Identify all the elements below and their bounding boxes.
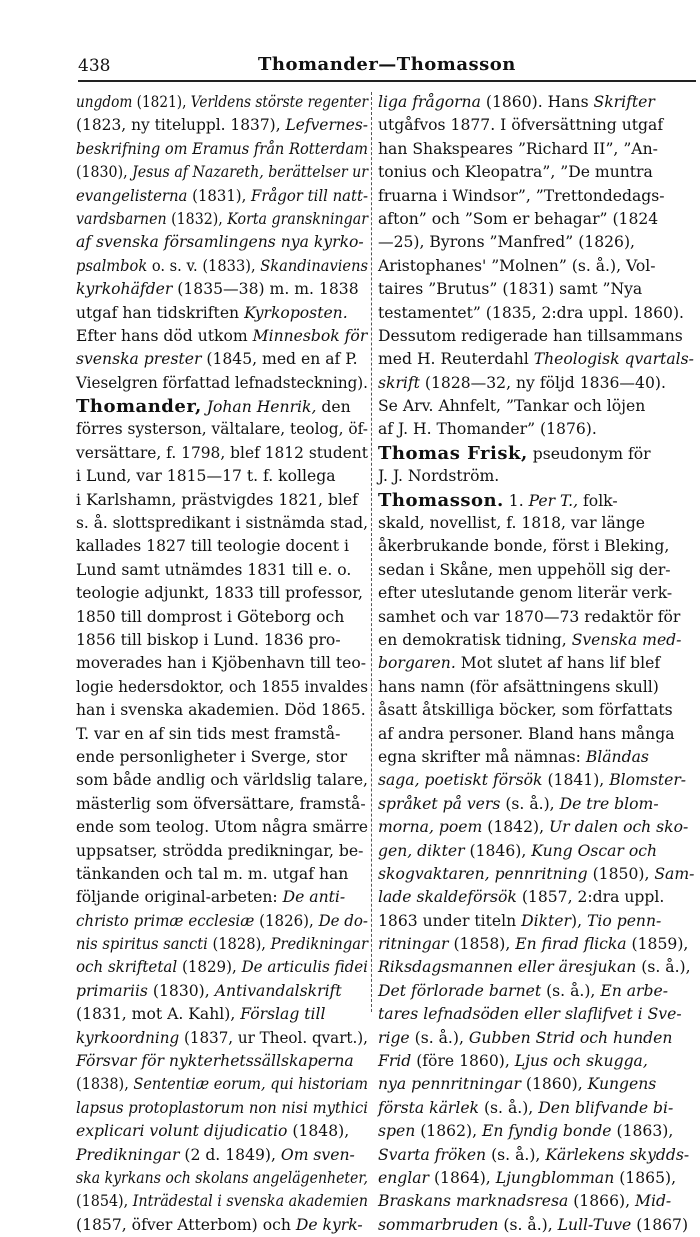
text-line <box>76 512 368 535</box>
text-run: skald, novellist, f. 1818, var länge <box>378 514 646 533</box>
text-run: taires ”Brutus” (1831) samt ”Nya <box>378 280 643 299</box>
text-run: (1830), <box>76 163 133 182</box>
text-line <box>76 1190 368 1213</box>
text-run: (1837, ur Theol. qvart.), <box>179 1028 369 1047</box>
text-line <box>76 325 368 348</box>
italic-title: Lefvernes- <box>285 116 369 135</box>
text-run: hans namn (för afsättningens skull) <box>378 677 659 696</box>
text-line <box>76 395 368 418</box>
text-line <box>76 114 368 137</box>
text-run: (1867) <box>631 1215 689 1234</box>
italic-title: evangelisterna <box>76 186 188 205</box>
italic-title: Gubben Strid och hunden <box>468 1028 673 1047</box>
text-run: utgaf han tidskriften <box>76 303 245 322</box>
text-line <box>378 325 696 348</box>
italic-title: Predikningar <box>76 1145 180 1164</box>
text-line <box>76 1050 368 1073</box>
text-run: afton” och ”Som er behagar” (1824 <box>378 209 659 228</box>
text-line <box>76 840 368 863</box>
italic-title: christo primæ ecclesiæ <box>76 911 255 930</box>
text-line <box>76 606 368 629</box>
italic-title: De articulis fidei <box>241 958 369 977</box>
text-line <box>76 208 368 231</box>
italic-title: Blomster- <box>609 771 687 790</box>
text-run: förres systerson, vältalare, teolog, öf- <box>76 420 369 439</box>
italic-title: Mid- <box>635 1192 672 1211</box>
italic-title: Kyrkoposten. <box>244 303 348 322</box>
text-run: åsatt åtskilliga böcker, som författats <box>378 701 673 720</box>
entry-headword: Thomas Frisk, <box>378 442 528 464</box>
text-line <box>378 302 696 325</box>
text-line <box>76 418 368 441</box>
text-line <box>378 1027 696 1050</box>
italic-title: ska kyrkans och skolans angelägenheter, <box>76 1168 368 1187</box>
text-line <box>76 348 368 371</box>
text-line <box>76 793 368 816</box>
italic-title: De tre blom- <box>559 794 659 813</box>
italic-title: ritningar <box>378 935 449 954</box>
italic-title: Kung Oscar och <box>531 841 658 860</box>
italic-title: De anti- <box>282 888 346 907</box>
text-line <box>378 956 696 979</box>
text-line <box>76 302 368 325</box>
text-line <box>378 114 696 137</box>
text-run: testamentet” (1835, 2:dra uppl. 1860). <box>378 303 684 322</box>
text-line <box>378 793 696 816</box>
text-run: (1845, med en af P. <box>201 350 358 369</box>
text-line <box>378 465 696 488</box>
text-line <box>378 348 696 371</box>
text-run: (1841), <box>542 771 610 790</box>
text-run: Se Arv. Ahnfelt, ”Tankar och löjen <box>378 397 646 416</box>
text-run: (1828—32, ny följd 1836—40). <box>419 373 666 392</box>
text-run: (1831, mot A. Kahl), <box>76 1005 241 1024</box>
text-line <box>378 863 696 886</box>
text-run: (1858), <box>448 935 516 954</box>
italic-title: primariis <box>76 981 148 1000</box>
italic-title: Bländas <box>585 747 649 766</box>
italic-title: beskrifning om Eramus från Rotterdam <box>76 139 369 158</box>
italic-title: af svenska församlingens nya kyrko- <box>76 233 364 252</box>
text-line <box>76 255 368 278</box>
italic-title: Försvar för nykterhetssällskaperna <box>76 1052 354 1071</box>
text-run: (1823, ny titeluppl. 1837), <box>76 116 286 135</box>
italic-title: första kärlek <box>378 1098 480 1117</box>
running-title: Thomander—Thomasson <box>258 54 516 75</box>
text-line <box>76 278 368 301</box>
text-run: han Shakspeares ”Richard II”, ”An- <box>378 139 658 158</box>
italic-title: Svarta fröken <box>378 1145 487 1164</box>
text-run: (1831), <box>187 186 252 205</box>
text-run: logie hedersdoktor, och 1855 invaldes <box>76 677 369 696</box>
text-line <box>378 769 696 792</box>
text-line <box>76 1167 368 1190</box>
text-run: i Karlshamn, prästvigdes 1821, blef <box>76 490 358 509</box>
italic-title: Lull-Tuve <box>557 1215 632 1234</box>
italic-title: Jesus af Nazareth, berättelser ur <box>132 163 368 182</box>
text-run: (före 1860), <box>411 1052 515 1071</box>
text-line <box>76 1144 368 1167</box>
italic-title: Svenska med- <box>571 630 682 649</box>
italic-title: Braskans marknadsresa <box>378 1192 569 1211</box>
text-run: Dessutom redigerade han tillsammans <box>378 326 683 345</box>
text-run: (1848), <box>287 1122 350 1141</box>
text-run: (1826), <box>254 911 319 930</box>
text-run: (1865), <box>614 1168 677 1187</box>
italic-title: englar <box>378 1168 429 1187</box>
text-line <box>378 886 696 909</box>
italic-title: borgaren. <box>378 654 456 673</box>
text-run: 1863 under titeln <box>378 911 522 930</box>
text-run: som både andlig och världslig talare, <box>76 771 368 790</box>
italic-title: Antivandalskrift <box>214 981 342 1000</box>
text-run: han i svenska akademien. Död 1865. <box>76 701 366 720</box>
italic-title: Predikningar <box>270 935 369 954</box>
text-run: (1821), <box>132 93 191 111</box>
text-run: (1854), <box>76 1192 133 1211</box>
text-run: (1859), <box>626 935 689 954</box>
text-line <box>378 629 696 652</box>
text-line <box>378 676 696 699</box>
italic-title: tares lefnadsöden eller slaflifvet i Sve- <box>378 1005 682 1024</box>
italic-title: Korta granskningar <box>227 209 368 228</box>
italic-title: Tio penn- <box>586 911 662 930</box>
text-run: (s. å.), <box>500 794 560 813</box>
text-line <box>378 559 696 582</box>
italic-title: och skriftetal <box>76 958 178 977</box>
text-line <box>76 91 368 114</box>
italic-title: Ljus och skugga, <box>514 1052 648 1071</box>
text-run: Efter hans död utkom <box>76 326 253 345</box>
text-line <box>378 161 696 184</box>
entry-headword: Thomasson. <box>378 489 504 511</box>
text-run: (1830), <box>147 981 215 1000</box>
text-line <box>378 512 696 535</box>
italic-title: Frågor till natt- <box>251 186 369 205</box>
text-run: o. s. v. (1833), <box>147 256 261 275</box>
text-run: sedan i Skåne, men uppehöll sig der- <box>378 560 671 579</box>
text-line <box>378 1167 696 1190</box>
italic-title: morna, poem <box>378 818 483 837</box>
text-line <box>378 980 696 1003</box>
italic-title: Skandinaviens <box>260 256 369 275</box>
italic-title: skogvaktaren, pennritning <box>378 864 588 883</box>
text-run: s. å. slottspredikant i sistnämda stad, <box>76 514 369 533</box>
text-line <box>76 1097 368 1120</box>
italic-title: ungdom <box>76 93 133 111</box>
text-line <box>378 442 696 465</box>
text-run: (1866), <box>568 1192 635 1211</box>
column-divider <box>371 92 372 1012</box>
text-line <box>378 652 696 675</box>
header-rule <box>78 80 696 82</box>
text-line <box>76 769 368 792</box>
text-line <box>378 840 696 863</box>
text-line <box>76 956 368 979</box>
text-line <box>378 746 696 769</box>
text-line <box>378 138 696 161</box>
italic-title: Johan Henrik, <box>206 398 317 417</box>
text-line <box>76 816 368 839</box>
italic-title: Om sven- <box>280 1145 355 1164</box>
text-run: —25), Byrons ”Manfred” (1826), <box>378 233 635 252</box>
text-run: utgåfvos 1877. I öfversättning utgaf <box>378 116 664 135</box>
text-line <box>76 465 368 488</box>
text-line <box>76 652 368 675</box>
text-run: moverades han i Kjöbenhavn till teo- <box>76 654 367 673</box>
text-line <box>378 535 696 558</box>
text-line <box>76 231 368 254</box>
text-run: kallades 1827 till teologie docent i <box>76 537 350 556</box>
text-line <box>378 933 696 956</box>
text-line <box>378 699 696 722</box>
text-line <box>76 372 368 395</box>
italic-title: nya pennritningar <box>378 1075 521 1094</box>
text-line <box>76 1003 368 1026</box>
italic-title: svenska prester <box>76 350 202 369</box>
text-run: (1860). Hans <box>480 93 594 111</box>
italic-title: saga, poetiskt försök <box>378 771 543 790</box>
italic-title: lade skaldeförsök <box>378 888 517 907</box>
text-run: (1863), <box>611 1122 674 1141</box>
text-line <box>76 933 368 956</box>
text-line <box>378 606 696 629</box>
text-line <box>76 1214 368 1237</box>
text-run: (1862), <box>415 1122 482 1141</box>
text-run: åkerbrukande bonde, först i Bleking, <box>378 537 670 556</box>
text-line <box>378 395 696 418</box>
text-line <box>378 1073 696 1096</box>
text-run: egna skrifter må nämnas: <box>378 747 586 766</box>
italic-title: Per T., <box>528 491 579 510</box>
italic-title: kyrkohäfder <box>76 280 173 299</box>
italic-title: vardsbarnen <box>76 209 167 228</box>
right-column <box>378 91 696 1237</box>
text-run: (1860), <box>520 1075 588 1094</box>
text-line <box>378 91 696 114</box>
text-run: 1. <box>503 491 529 510</box>
text-run: (s. å.), <box>486 1145 546 1164</box>
text-run: pseudonym för <box>527 444 651 463</box>
italic-title: Riksdagsmannen eller äresjukan <box>378 958 637 977</box>
text-line <box>76 535 368 558</box>
text-line <box>378 723 696 746</box>
italic-title: lapsus protoplastorum non nisi mythici <box>76 1098 369 1117</box>
text-run: (s. å.), <box>479 1098 539 1117</box>
italic-title: De kyrk- <box>295 1215 363 1234</box>
text-line <box>378 418 696 441</box>
text-line <box>76 582 368 605</box>
text-run: (s. å.), <box>498 1215 558 1234</box>
text-line <box>76 863 368 886</box>
text-run: 1850 till domprost i Göteborg och <box>76 607 345 626</box>
text-run: af andra personer. Bland hans många <box>378 724 675 743</box>
text-run: ), <box>570 911 587 930</box>
text-line <box>76 746 368 769</box>
text-run: versättare, f. 1798, blef 1812 student <box>76 443 368 462</box>
italic-title: Sam- <box>654 864 695 883</box>
text-line <box>378 910 696 933</box>
text-line <box>76 1120 368 1143</box>
text-run: tänkanden och tal m. m. utgaf han <box>76 864 349 883</box>
italic-title: nis spiritus sancti <box>76 935 208 954</box>
text-run: (1846), <box>464 841 532 860</box>
text-run: (s. å.), <box>636 958 691 977</box>
text-run: i Lund, var 1815—17 t. f. kollega <box>76 467 336 486</box>
text-line <box>76 161 368 184</box>
italic-title: En firad flicka <box>515 935 627 954</box>
text-run: (s. å.), <box>409 1028 469 1047</box>
text-run: tonius och Kleopatra”, ”De muntra <box>378 163 653 182</box>
text-run: T. var en af sin tids mest framstå- <box>76 724 341 743</box>
text-line <box>378 278 696 301</box>
text-run: (1838), <box>76 1075 134 1094</box>
text-line <box>76 185 368 208</box>
text-line <box>378 1144 696 1167</box>
text-line <box>76 138 368 161</box>
text-line <box>378 372 696 395</box>
text-run: J. J. Nordström. <box>378 467 500 486</box>
italic-title: skrift <box>378 373 420 392</box>
italic-title: liga frågorna <box>378 93 481 111</box>
italic-title: kyrkoordning <box>76 1028 180 1047</box>
italic-title: De do- <box>318 911 368 930</box>
text-run: (1829), <box>177 958 242 977</box>
text-line <box>76 723 368 746</box>
text-line <box>76 1027 368 1050</box>
italic-title: spen <box>378 1122 416 1141</box>
text-line <box>378 816 696 839</box>
italic-title: Frid <box>378 1052 412 1071</box>
text-run: Aristophanes' ”Molnen” (s. å.), Vol- <box>378 256 656 275</box>
text-line <box>378 1214 696 1237</box>
text-line <box>76 910 368 933</box>
italic-title: Inträdestal i svenska akademien <box>132 1192 368 1211</box>
text-run: (1857, 2:dra uppl. <box>516 888 665 907</box>
text-run: (s. å.), <box>541 981 601 1000</box>
italic-title: psalmbok <box>76 256 148 275</box>
italic-title: Den blifvande bi- <box>538 1098 674 1117</box>
page-number: 438 <box>78 56 111 76</box>
text-line <box>76 442 368 465</box>
text-run: folk- <box>578 491 618 510</box>
text-line <box>378 185 696 208</box>
text-run: följande original-arbeten: <box>76 888 283 907</box>
text-run: efter uteslutande genom literär verk- <box>378 584 673 603</box>
italic-title: Verldens störste regenter <box>190 93 368 111</box>
italic-title: En fyndig bonde <box>482 1122 612 1141</box>
text-run: (1857, öfver Atterbom) och <box>76 1215 296 1234</box>
text-run: mästerlig som öfversättare, framstå- <box>76 794 366 813</box>
text-run: uppsatser, strödda predikningar, be- <box>76 841 364 860</box>
text-line <box>76 489 368 512</box>
text-line <box>76 559 368 582</box>
italic-title: Dikter <box>521 911 571 930</box>
text-run: samhet och var 1870—73 redaktör för <box>378 607 681 626</box>
text-line <box>378 255 696 278</box>
text-run: ende som teolog. Utom några smärre <box>76 818 369 837</box>
text-run: (1835—38) m. m. 1838 <box>172 280 359 299</box>
text-line <box>378 1003 696 1026</box>
italic-title: En arbe- <box>600 981 668 1000</box>
italic-title: Det förlorade barnet <box>378 981 542 1000</box>
text-line <box>76 629 368 652</box>
text-run: Mot slutet af hans lif blef <box>455 654 661 673</box>
text-line <box>378 1097 696 1120</box>
italic-title: Ljungblomman <box>495 1168 615 1187</box>
text-line <box>378 582 696 605</box>
italic-title: Förslag till <box>240 1005 326 1024</box>
text-line <box>76 676 368 699</box>
text-run: teologie adjunkt, 1833 till professor, <box>76 584 363 603</box>
text-line <box>378 489 696 512</box>
text-line <box>378 208 696 231</box>
text-line <box>76 699 368 722</box>
italic-title: Theologisk qvartals- <box>533 350 694 369</box>
italic-title: explicari volunt dijudicatio <box>76 1122 288 1141</box>
text-run: (1828), <box>207 935 271 954</box>
text-line <box>378 1050 696 1073</box>
text-line <box>378 1120 696 1143</box>
italic-title: Ur dalen och sko- <box>549 818 689 837</box>
text-run: Lund samt utnämdes 1831 till e. o. <box>76 560 352 579</box>
text-run: Vieselgren författad lefnadsteckning). <box>76 373 368 392</box>
text-run: ende personligheter i Sverge, stor <box>76 747 348 766</box>
text-run: 1856 till biskop i Lund. 1836 pro- <box>76 630 341 649</box>
text-run: (2 d. 1849), <box>179 1145 281 1164</box>
text-line <box>76 1073 368 1096</box>
text-run: (1842), <box>482 818 550 837</box>
text-run: af J. H. Thomander” (1876). <box>378 420 597 439</box>
italic-title: Kungens <box>587 1075 657 1094</box>
text-run: (1832), <box>166 209 228 228</box>
italic-title: sommarbruden <box>378 1215 499 1234</box>
italic-title: rige <box>378 1028 410 1047</box>
italic-title: Minnesbok för <box>252 326 368 345</box>
italic-title: gen, dikter <box>378 841 465 860</box>
text-run: (1850), <box>587 864 655 883</box>
text-line <box>378 1190 696 1213</box>
text-line <box>378 231 696 254</box>
text-run: den <box>316 398 351 417</box>
italic-title: Sententiæ eorum, qui historiam <box>133 1075 368 1094</box>
text-run: (1864), <box>429 1168 496 1187</box>
text-line <box>76 980 368 1003</box>
italic-title: Skrifter <box>593 93 655 111</box>
italic-title: språket på vers <box>378 794 501 813</box>
text-run: en demokratisk tidning, <box>378 630 572 649</box>
entry-headword: Thomander, <box>76 396 202 418</box>
italic-title: Kärlekens skydds- <box>545 1145 690 1164</box>
left-column <box>76 91 368 1237</box>
text-run: fruarna i Windsor”, ”Trettondedags- <box>378 186 665 205</box>
text-line <box>76 886 368 909</box>
text-run: med H. Reuterdahl <box>378 350 534 369</box>
